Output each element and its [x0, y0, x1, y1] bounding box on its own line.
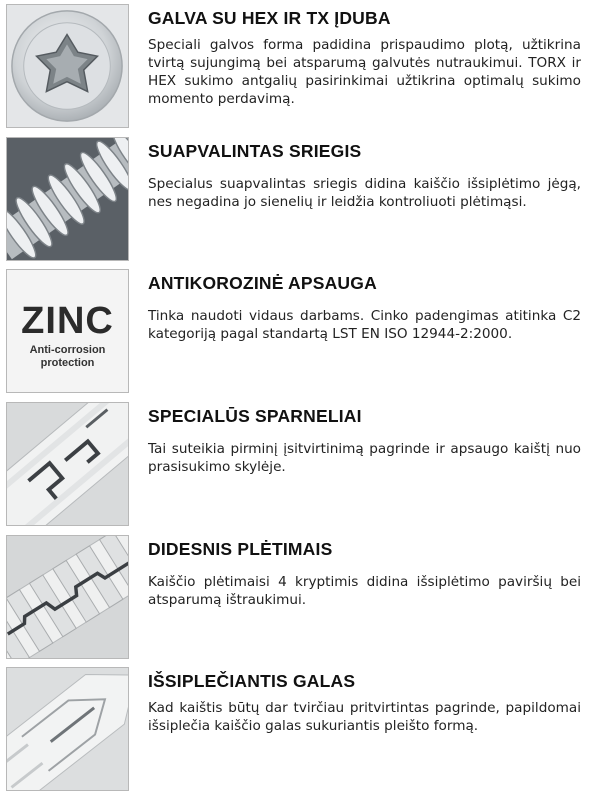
feature-row — [0, 398, 600, 530]
feature-row — [0, 265, 600, 397]
feature-title: SUAPVALINTAS SRIEGIS — [148, 141, 362, 161]
feature-description: Specialus suapvalintas sriegis didina kaiščio išsiplėtimo jėgą, nes negadina jo sienelių ir leidžia kontroliuoti plėtimąsi. — [148, 176, 581, 210]
anchor-wing-icon — [6, 402, 129, 526]
feature-title: DIDESNIS PLĖTIMAIS — [148, 539, 333, 559]
anchor-tip-icon — [6, 667, 129, 791]
feature-row — [0, 0, 600, 132]
badge-title: ZINC — [21, 300, 114, 342]
feature-description: Tinka naudoti vidaus darbams. Cinko padengimas atitinka C2 kategoriją pagal standartą LST EN ISO 12944-2:2000. — [148, 308, 581, 342]
feature-row — [0, 531, 600, 663]
feature-title: IŠSIPLEČIANTIS GALAS — [148, 671, 356, 691]
feature-description: Kad kaištis būtų dar tvirčiau pritvirtintas pagrinde, papildomai išsiplečia kaiščio galas sukuriantis pleišto formą. — [148, 700, 581, 734]
feature-description: Kaiščio plėtimaisi 4 kryptimis didina išsiplėtimo paviršių bei atsparumą ištraukimui. — [148, 574, 581, 608]
feature-title: SPECIALŪS SPARNELIAI — [148, 406, 362, 426]
feature-description: Speciali galvos forma padidina prispaudimo plotą, užtikrina tvirtą sujungimą bei atsparumą galvutės nutraukimui. TORX ir HEX sukimo antgalių pasirinkimai užtikrina optimalų sukimo momento perdavimą. — [148, 37, 581, 107]
feature-description: Tai suteikia pirminį įsitvirtinimą pagrinde ir apsaugo kaištį nuo prasisukimo skylėje. — [148, 441, 581, 475]
screw-thread-icon — [6, 137, 129, 261]
anchor-expansion-icon — [6, 535, 129, 659]
feature-row — [0, 663, 600, 795]
feature-title: ANTIKOROZINĖ APSAUGA — [148, 273, 377, 293]
badge-subtitle-line1: Anti-corrosion — [29, 344, 106, 356]
feature-title: GALVA SU HEX IR TX ĮDUBA — [148, 8, 391, 28]
feature-row — [0, 133, 600, 265]
torx-hex-head-icon — [6, 4, 129, 128]
zinc-badge-icon — [6, 269, 129, 393]
badge-subtitle-line2: protection — [40, 357, 95, 369]
